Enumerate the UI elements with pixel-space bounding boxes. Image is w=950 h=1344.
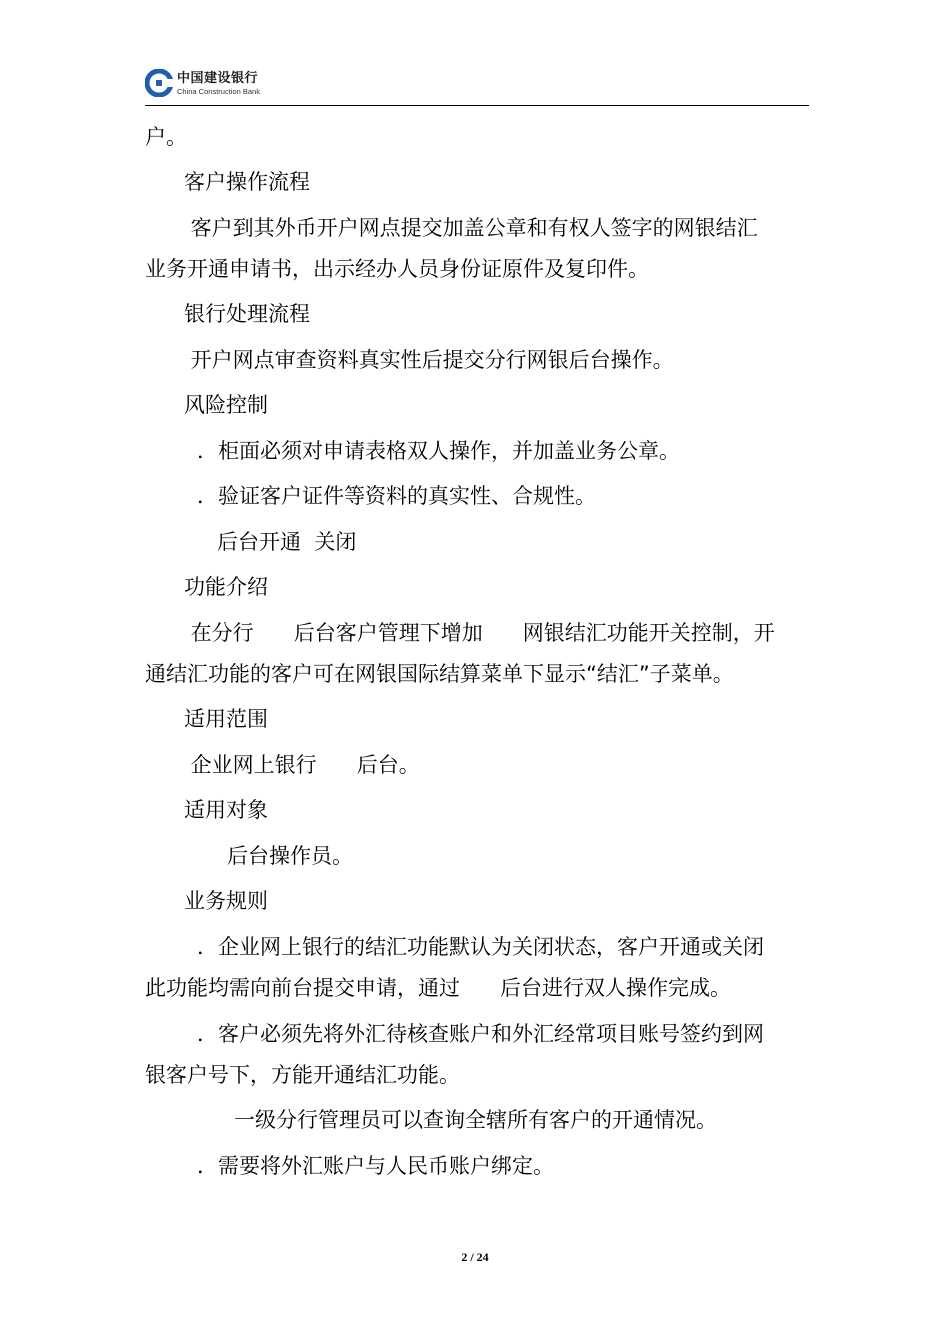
- section-heading: 业务规则: [184, 889, 268, 913]
- list-item: ．企业网上银行的结汇功能默认为关闭状态，客户开通或关闭: [197, 935, 764, 959]
- list-item: ．验证客户证件等资料的真实性、合规性。: [197, 484, 596, 508]
- section-heading: 客户操作流程: [184, 170, 310, 194]
- list-item: ．需要将外汇账户与人民币账户绑定。: [197, 1154, 554, 1178]
- text-line: 一级分行管理员可以查询全辖所有客户的开通情况。: [234, 1108, 717, 1132]
- text-line: 银客户号下，方能开通结汇功能。: [145, 1063, 460, 1087]
- page-header: [145, 66, 809, 106]
- section-heading: 适用对象: [184, 798, 268, 822]
- list-item: ．柜面必须对申请表格双人操作，并加盖业务公章。: [197, 439, 680, 463]
- logo-chinese-name: 中国建设银行: [177, 71, 259, 86]
- text-line: 开户网点审查资料真实性后提交分行网银后台操作。: [184, 348, 674, 372]
- ccb-logo-icon: [145, 69, 173, 97]
- text-line: 业务开通申请书，出示经办人员身份证原件及复印件。: [145, 257, 649, 281]
- logo-english-name: China Construction Bank: [177, 87, 260, 96]
- section-heading: 适用范围: [184, 707, 268, 731]
- text-line: 户。: [145, 125, 187, 149]
- text-line: 后台开通 关闭: [217, 530, 357, 554]
- text-line: 通结汇功能的客户可在网银国际结算菜单下显示“结汇”子菜单。: [145, 662, 734, 686]
- text-line: 客户到其外币开户网点提交加盖公章和有权人签字的网银结汇: [184, 216, 758, 240]
- section-heading: 功能介绍: [184, 575, 268, 599]
- section-heading: 风险控制: [184, 393, 268, 417]
- page-number: 2 / 24: [461, 1250, 489, 1264]
- text-line: 在分行 后台客户管理下增加 网银结汇功能开关控制，开: [184, 621, 775, 645]
- list-item: ．客户必须先将外汇待核查账户和外汇经常项目账号签约到网: [197, 1022, 764, 1046]
- text-line: 企业网上银行 后台。: [184, 753, 420, 777]
- section-heading: 银行处理流程: [184, 302, 310, 326]
- text-line: 后台操作员。: [227, 844, 353, 868]
- header-divider: [145, 105, 809, 106]
- text-line: 此功能均需向前台提交申请，通过 后台进行双人操作完成。: [145, 976, 732, 1000]
